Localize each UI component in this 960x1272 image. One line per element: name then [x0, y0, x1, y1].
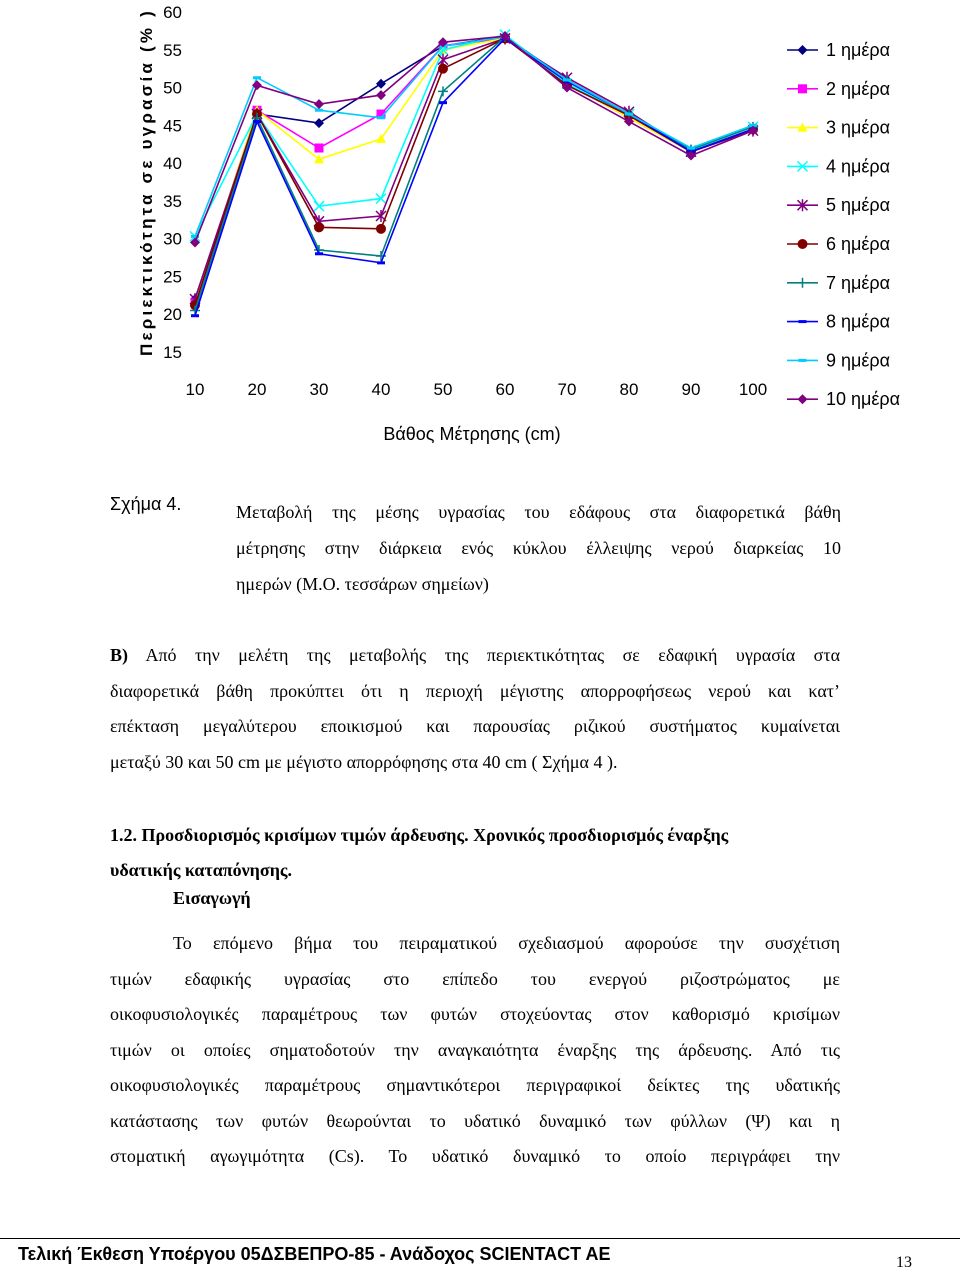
body-paragraph	[110, 926, 840, 1175]
series	[190, 33, 758, 310]
legend-label: 3 ημέρα	[826, 117, 891, 138]
x-tick-label: 70	[557, 380, 577, 399]
footer-text: Τελική Έκθεση Υποέργου 05ΔΣΒΕΠΡΟ-85 - Ανάδοχος SCIENTACT AE	[18, 1244, 611, 1264]
legend-item	[787, 389, 900, 409]
series-line	[195, 37, 753, 237]
paragraph-b	[110, 638, 840, 780]
legend-item	[787, 312, 890, 332]
y-axis-tick-labels	[163, 3, 182, 362]
x-axis-tick-labels	[186, 380, 768, 399]
y-tick-label: 55	[163, 40, 182, 60]
paragraph-text: Από την μελέτη της μεταβολής της περιεκτικότητας σε εδαφική υγρασία στα	[128, 645, 840, 665]
x-tick-label: 90	[681, 380, 701, 399]
caption-line: ημερών (Μ.Ο. τεσσάρων σημείων)	[236, 574, 489, 594]
legend-label: 1 ημέρα	[826, 40, 891, 60]
page-number: 13	[896, 1254, 912, 1271]
paragraph-lead: Β)	[110, 645, 128, 665]
marker-square	[315, 144, 324, 153]
marker-dash	[253, 120, 261, 123]
section-heading	[110, 818, 840, 888]
legend-label: 2 ημέρα	[826, 78, 891, 99]
y-tick-label: 35	[163, 191, 182, 211]
marker-plus	[798, 278, 808, 288]
marker-dash	[315, 252, 323, 255]
figure-label: Σχήμα 4.	[110, 494, 182, 514]
marker-circle	[798, 239, 808, 249]
footer-rule	[0, 1238, 960, 1239]
legend-item	[787, 79, 890, 99]
series-line	[195, 37, 753, 311]
caption-line: μέτρησης στην διάρκεια ενός κύκλου έλλειψης νερού διαρκείας 10	[236, 538, 841, 558]
legend-label: 4 ημέρα	[826, 156, 891, 177]
legend-item	[787, 156, 890, 176]
marker-circle	[438, 64, 448, 74]
caption-line: Μεταβολή της μέσης υγρασίας του εδάφους στα διαφορετικά βάθη	[236, 502, 841, 522]
marker-diamond	[798, 45, 808, 55]
legend-label: 7 ημέρα	[826, 272, 891, 293]
y-tick-label: 20	[163, 305, 182, 325]
paragraph-line: τιμών εδαφικής υγρασίας στο επίπεδο του ενεργού ριζοστρώματος με	[110, 968, 840, 989]
x-tick-label: 20	[247, 380, 267, 399]
marker-dash	[687, 147, 695, 150]
marker-dash	[377, 116, 385, 119]
x-tick-label: 40	[371, 380, 391, 399]
x-tick-label: 80	[619, 380, 639, 399]
series	[190, 33, 758, 306]
x-tick-label: 10	[185, 380, 205, 399]
series-line	[195, 38, 753, 315]
x-tick-label: 60	[495, 380, 515, 399]
y-tick-label: 15	[163, 343, 182, 362]
legend-item	[787, 118, 890, 138]
series	[190, 31, 758, 304]
marker-dash	[439, 101, 447, 104]
legend	[787, 40, 900, 409]
marker-dash	[625, 113, 633, 116]
series-line	[195, 38, 753, 303]
x-tick-label: 50	[433, 380, 453, 399]
x-tick-label: 100	[738, 380, 768, 399]
marker-circle	[376, 224, 386, 234]
series	[190, 30, 758, 242]
y-tick-label: 30	[163, 229, 182, 249]
x-axis-title: Βάθος Μέτρησης (cm)	[383, 424, 561, 444]
paragraph-line: διαφορετικά βάθη προκύπτει ότι η περιοχή μέγιστης απορροφήσεως νερού και κατ’	[110, 680, 840, 701]
section-heading-line: υδατικής καταπόνησης.	[110, 860, 293, 880]
legend-label: 8 ημέρα	[826, 311, 891, 332]
marker-dash	[253, 76, 261, 79]
moisture-depth-chart	[0, 0, 960, 460]
y-tick-label: 40	[163, 154, 182, 174]
paragraph-line	[110, 638, 840, 674]
series	[190, 32, 758, 316]
paragraph-line: οικοφυσιολογικές παραμέτρους των φυτών στοχεύοντας στον καθορισμό κρισίμων	[110, 1004, 840, 1024]
y-tick-label: 60	[163, 3, 182, 22]
legend-label: 10 ημέρα	[826, 389, 901, 410]
marker-square	[798, 84, 807, 93]
marker-dash	[191, 314, 199, 317]
y-axis-title: Περιεκτικότητα σε υγρασία (% )	[137, 8, 156, 356]
series	[190, 32, 758, 305]
intro-heading: Εισαγωγή	[173, 888, 251, 908]
legend-label: 5 ημέρα	[826, 195, 891, 216]
legend-item	[787, 234, 890, 254]
y-tick-label: 50	[163, 78, 182, 98]
legend-item	[787, 195, 890, 215]
paragraph-line: τιμών οι οποίες σηματοδοτούν την αναγκαιότητα έναρξης της άρδευσης. Από τις	[110, 1039, 840, 1060]
marker-dash	[377, 261, 385, 264]
paragraph-line: επέκταση μεγαλύτερου εποικισμού και παρουσίας ριζικού συστήματος κυμαίνεται	[110, 716, 840, 736]
legend-item	[787, 350, 890, 370]
legend-item	[787, 40, 890, 60]
x-tick-label: 30	[309, 380, 329, 399]
y-tick-label: 25	[163, 267, 182, 287]
section-heading-line: 1.2. Προσδιορισμός κρισίμων τιμών άρδευσης. Χρονικός προσδιορισμός έναρξης	[110, 825, 729, 845]
marker-diamond	[376, 79, 386, 89]
marker-triangle	[376, 134, 386, 143]
series	[191, 34, 758, 307]
legend-label: 6 ημέρα	[826, 234, 891, 254]
series-line	[195, 38, 753, 305]
paragraph-line: στοματική αγωγιμότητα (Cs). Το υδατικό δυναμικό το οποίο περιγράφει την	[110, 1146, 840, 1166]
series-line	[195, 38, 753, 303]
paragraph-line: μεταξύ 30 και 50 cm με μέγιστο απορρόφησης στα 40 cm ( Σχήμα 4 ).	[110, 751, 618, 772]
marker-diamond	[798, 394, 808, 404]
marker-diamond	[314, 118, 324, 128]
series	[191, 35, 757, 237]
paragraph-line: οικοφυσιολογικές παραμέτρους σημαντικότεροι περιγραφικοί δείκτες της υδατικής	[110, 1075, 840, 1095]
legend-label: 9 ημέρα	[826, 350, 891, 371]
marker-dash	[799, 320, 807, 323]
series	[191, 37, 757, 317]
marker-dash	[799, 359, 807, 362]
figure-caption	[236, 494, 841, 602]
paragraph-line: Το επόμενο βήμα του πειραματικού σχεδιασμού αφορούσε την συσχέτιση	[173, 933, 840, 953]
marker-dash	[563, 79, 571, 82]
paragraph-line: κατάστασης των φυτών θεωρούνται το υδατικό δυναμικό των φύλλων (Ψ) και η	[110, 1110, 840, 1131]
marker-circle	[314, 222, 324, 232]
y-tick-label: 45	[163, 116, 182, 136]
series-lines	[190, 30, 758, 318]
legend-item	[787, 273, 890, 293]
